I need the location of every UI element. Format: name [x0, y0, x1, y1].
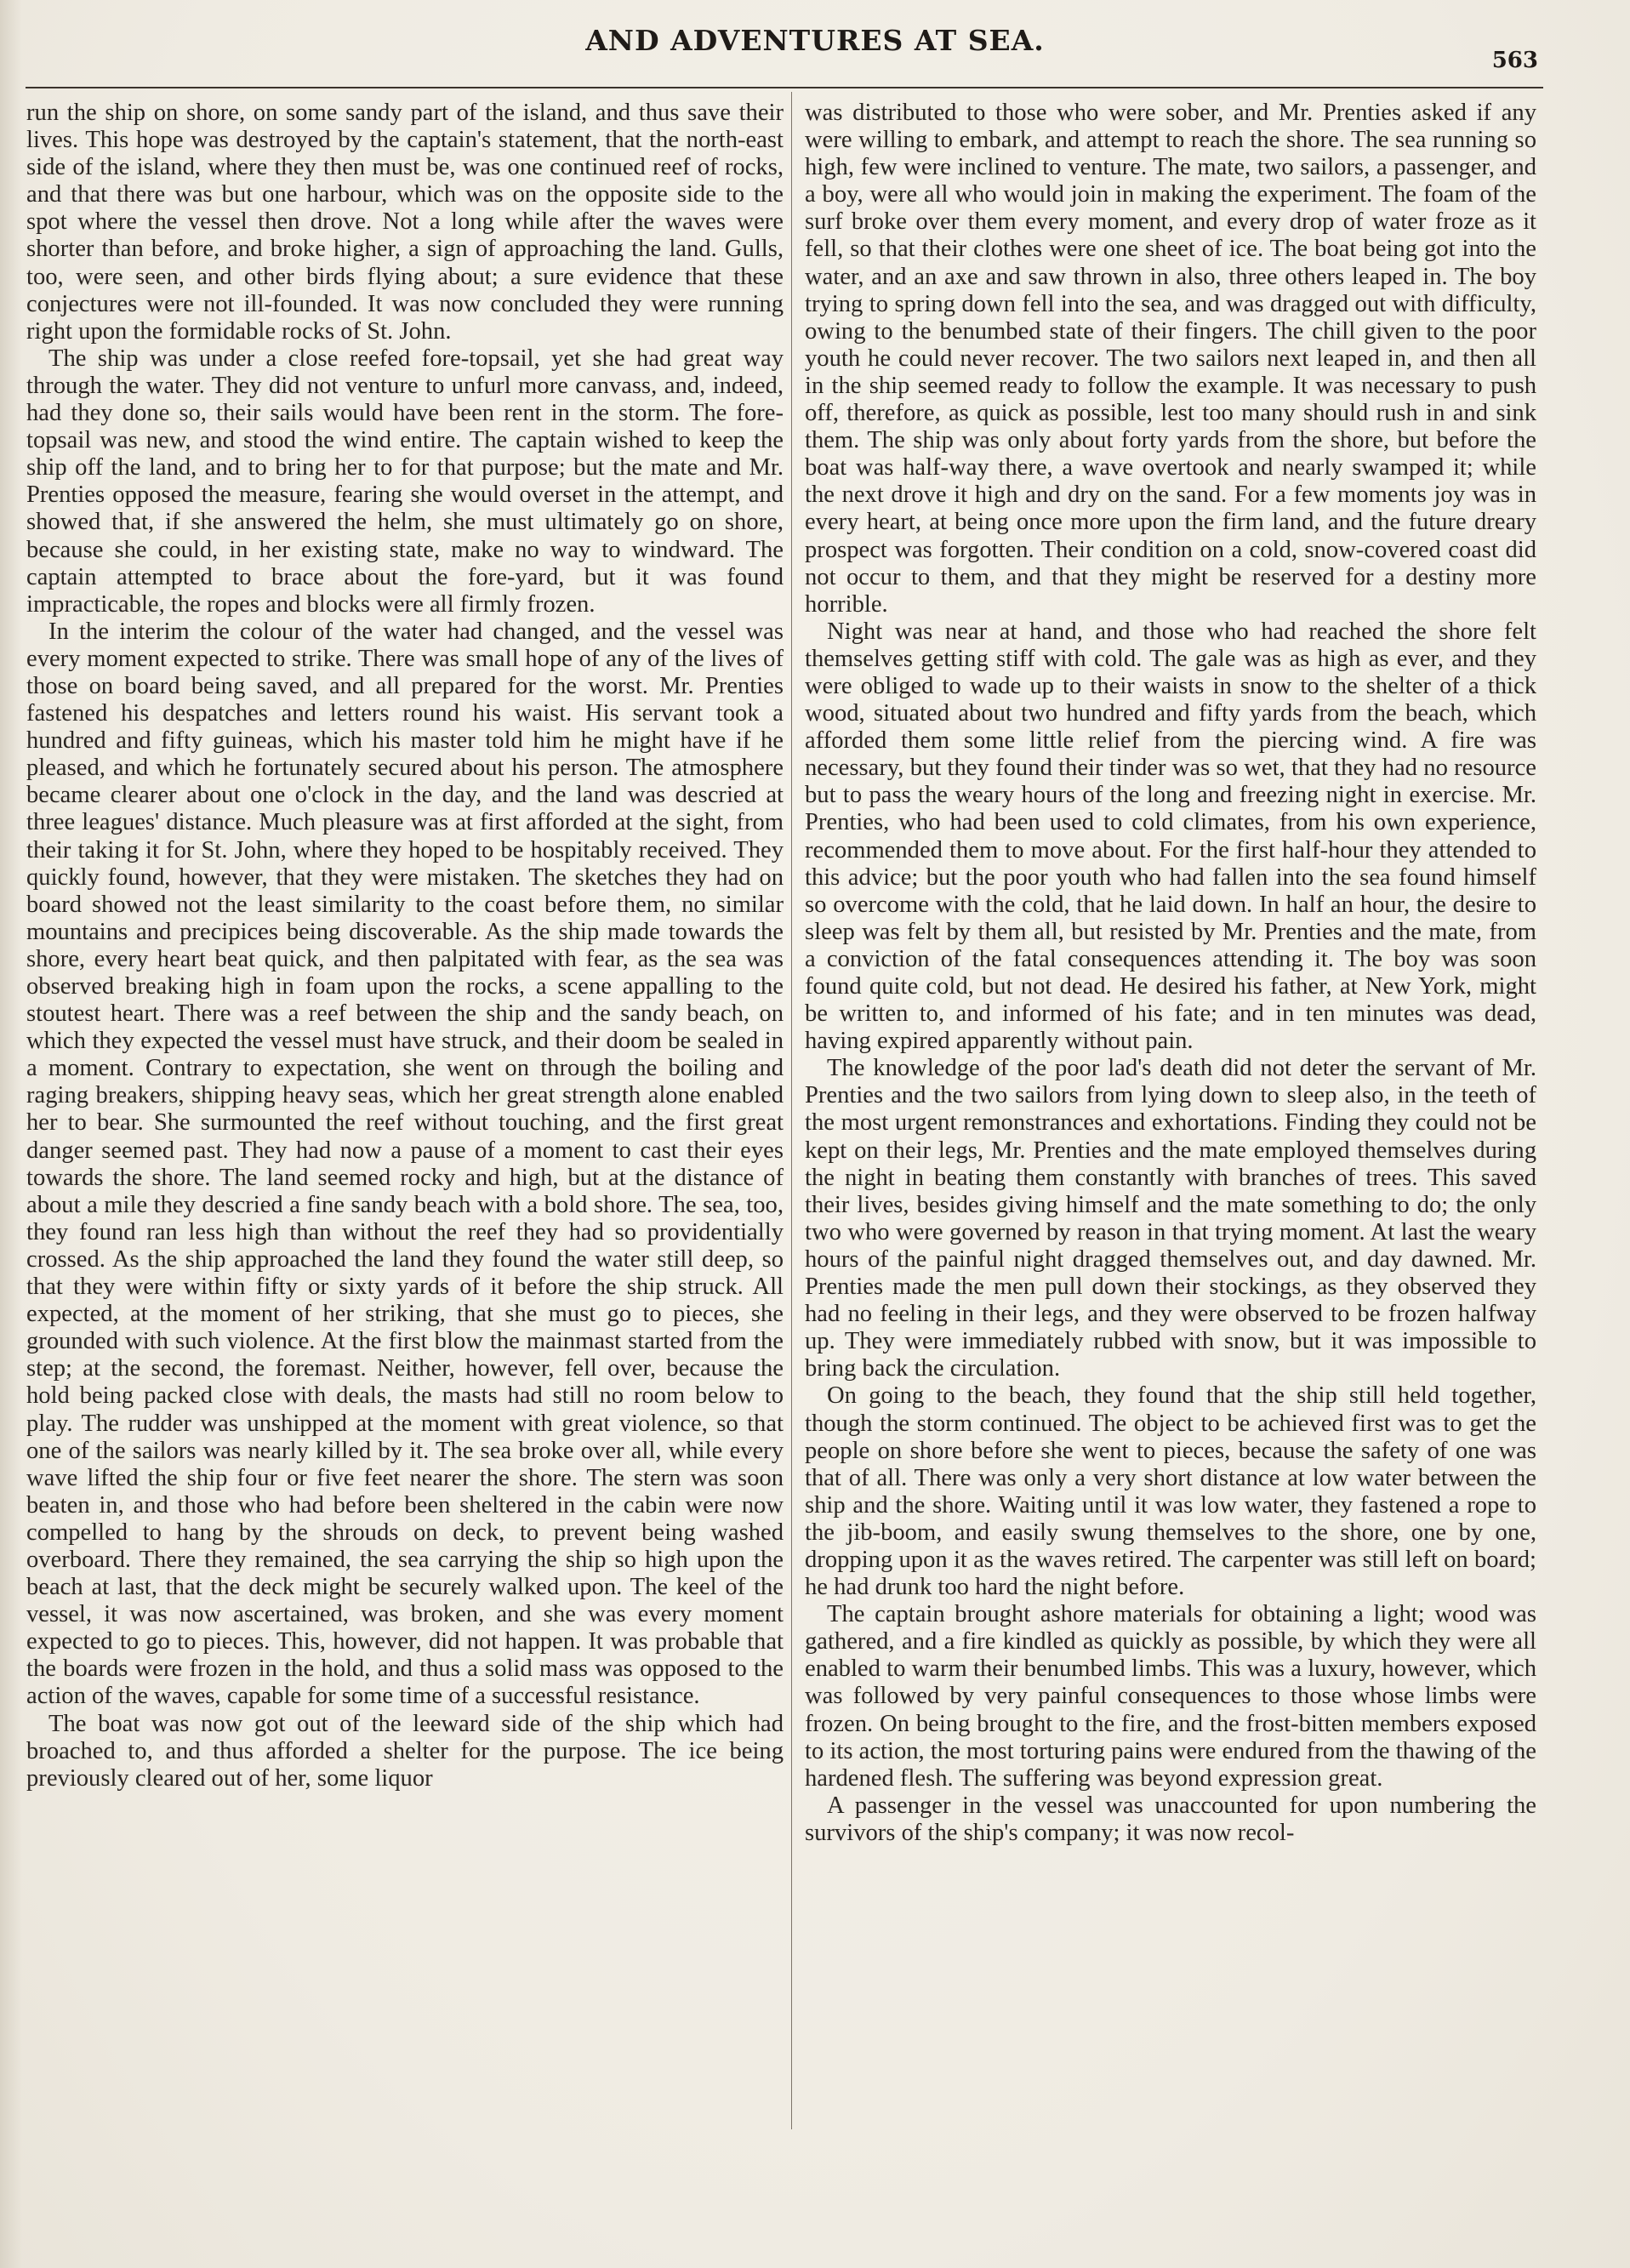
left-paragraph-3: In the interim the colour of the water had changed, and the vessel was every moment expected to strike. There was small hope of any of the lives of those on board being saved, and all prepared for the worst. Mr. Prenties fastened his despatches and letters round his waist. His servant took a hundred and fifty guineas, which his master told him he might have if he pleased, and which he fortunately secured about his person. The atmosphere became clearer about one o'clock in the day, and the land was descried at three leagues' distance. Much pleasure was at first afforded at the sight, from their taking it for St. John, where they hoped to be hospitably received. They quickly found, however, that they were mistaken. The sketches they had on board showed not the least similarity to the coast before them, no similar mountains and precipices being discoverable. As the ship made towards the shore, every heart beat quick, and then palpitated with fear, as the sea was observed breaking high in foam upon the rocks, a scene appalling to the stoutest heart. There was a reef between the ship and the sandy beach, on which they expected the vessel must have struck, and their doom be sealed in a moment. Contrary to expectation, she went on through the boiling and raging breakers, shipping heavy seas, which her great strength alone enabled her to bear. She surmounted the reef without touching, and the first great danger seemed past. They had now a pause of a moment to cast their eyes towards the shore. The land seemed rocky and high, but at the distance of about a mile they descried a fine sandy beach with a bold shore. The sea, too, they found ran less high than without the reef they had so providentially crossed. As the ship approached the land they found the water still deep, so that they were within fifty or sixty yards of it before the ship struck. All expected, at the moment of her striking, that she must go to pieces, she grounded with such violence. At the first blow the mainmast started from the step; at the second, the foremast. Neither, however, fell over, because the hold being packed close with deals, the masts had still no room below to play. The rudder was unshipped at the moment with great violence, so that one of the sailors was nearly killed by it. The sea broke over all, while every wave lifted the ship four or five feet nearer the shore. The stern was soon beaten in, and those who had before been sheltered in the cabin were now compelled to hang by the shrouds on deck, to prevent being washed overboard. There they remained, the sea carrying the ship so high upon the beach at last, that the deck might be securely walked upon. The keel of the vessel, it was now ascertained, was broken, and she was every moment expected to go to pieces. This, however, did not happen. It was probable that the boards were frozen in the hold, and thus a solid mass was opposed to the action of the waves, capable for some time of a successful resistance.: [26, 618, 784, 1710]
right-paragraph-2: Night was near at hand, and those who had reached the shore felt themselves getting stiff with cold. The gale was as high as ever, and they were obliged to wade up to their waists in snow to the shelter of a thick wood, situated about two hundred and fifty yards from the beach, which afforded them some little relief from the piercing wind. A fire was necessary, but they found their tinder was so wet, that they had no resource but to pass the weary hours of the long and freezing night in exercise. Mr. Prenties, who had been used to cold climates, from his own experience, recommended them to move about. For the first half-hour they attended to this advice; but the poor youth who had fallen into the sea found himself so overcome with the cold, that he laid down. In half an hour, the desire to sleep was felt by them all, but resisted by Mr. Prenties and the mate, from a conviction of the fatal consequences attending it. The boy was soon found quite cold, but not dead. He desired his father, at New York, might be written to, and informed of his fate; and in ten minutes was dead, having expired apparently without pain.: [805, 618, 1536, 1055]
right-paragraph-5: The captain brought ashore materials for obtaining a light; wood was gathered, and a fire kindled as quickly as possible, by which they were all enabled to warm their benumbed limbs. This was a luxury, however, which was followed by very painful consequences to those whose limbs were frozen. On being brought to the fire, and the frost-bitten members exposed to its action, the most torturing pains were endured from the thawing of the hardened flesh. The suffering was beyond expression great.: [805, 1601, 1536, 1792]
left-paragraph-2: The ship was under a close reefed fore-topsail, yet she had great way through the water. They did not venture to unfurl more canvass, and, indeed, had they done so, their sails would have been rent in the storm. The fore-topsail was new, and stood the wind entire. The captain wished to keep the ship off the land, and to bring her to for that purpose; but the mate and Mr. Prenties opposed the measure, fearing she would overset in the attempt, and showed that, if she answered the helm, she must ultimately go on shore, because she could, in her existing state, make no way to windward. The captain attempted to brace about the fore-yard, but it was found impracticable, the ropes and blocks were all firmly frozen.: [26, 345, 784, 618]
page-number: 563: [1491, 48, 1538, 73]
right-paragraph-1: was distributed to those who were sober, and Mr. Prenties asked if any were willing to embark, and attempt to reach the shore. The sea running so high, few were inclined to venture. The mate, two sailors, a passenger, and a boy, were all who would join in making the experiment. The foam of the surf broke over them every moment, and every drop of water froze as it fell, so that their clothes were one sheet of ice. The boat being got into the water, and an axe and saw thrown in also, three others leaped in. The boy trying to spring down fell into the sea, and was dragged out with difficulty, owing to the benumbed state of their fingers. The chill given to the poor youth he could never recover. The two sailors next leaped in, and then all in the ship seemed ready to follow the example. It was necessary to push off, therefore, as quick as possible, lest too many should rush in and sink them. The ship was only about forty yards from the shore, but before the boat was half-way there, a wave overtook and nearly swamped it; while the next drove it high and dry on the sand. For a few moments joy was in every heart, at being once more upon the firm land, and the future dreary prospect was forgotten. Their condition on a cold, snow-covered coast did not occur to them, and that they might be reserved for a destiny more horrible.: [805, 100, 1536, 618]
header-rule: [26, 87, 1543, 88]
right-paragraph-4: On going to the beach, they found that the ship still held together, though the storm continued. The object to be achieved first was to get the people on shore before she went to pieces, because the safety of one was that of all. There was only a very short distance at low water between the ship and the shore. Waiting until it was low water, they fastened a rope to the jib-boom, and easily swung themselves to the shore, one by one, dropping upon it as the waves retired. The carpenter was still left on board; he had drunk too hard the night before.: [805, 1382, 1536, 1601]
right-paragraph-3: The knowledge of the poor lad's death did not deter the servant of Mr. Prenties and the two sailors from lying down to sleep also, in the teeth of the most urgent remonstrances and exhortations. Finding they could not be kept on their legs, Mr. Prenties and the mate employed themselves during the night in beating them constantly with branches of trees. This saved their lives, besides giving himself and the mate something to do; the only two who were governed by reason in that trying moment. At last the weary hours of the painful night dragged themselves out, and day dawned. Mr. Prenties made the men pull down their stockings, as they observed they had no feeling in their legs, and they were observed to be frozen halfway up. They were immediately rubbed with snow, but it was impossible to bring back the circulation.: [805, 1055, 1536, 1382]
left-paragraph-4: The boat was now got out of the leeward side of the ship which had broached to, and thus afforded a shelter for the purpose. The ice being previously cleared out of her, some liquor: [26, 1710, 784, 1792]
right-paragraph-6: A passenger in the vessel was unaccounted for upon numbering the survivors of the ship's company; it was now recol-: [805, 1792, 1536, 1846]
column-divider: [791, 92, 792, 2129]
left-column: [26, 100, 784, 2099]
right-column: [805, 100, 1536, 2099]
binding-shadow: [0, 0, 22, 2268]
left-paragraph-1: run the ship on shore, on some sandy part of the island, and thus save their lives. This hope was destroyed by the captain's statement, that the north-east side of the island, where they then must be, was one continued reef of rocks, and that there was but one harbour, which was on the opposite side to the spot where the vessel then drove. Not a long while after the waves were shorter than before, and broke higher, a sign of approaching the land. Gulls, too, were seen, and other birds flying about; a sure evidence that these conjectures were not ill-founded. It was now concluded they were running right upon the formidable rocks of St. John.: [26, 100, 784, 345]
running-title: AND ADVENTURES AT SEA.: [585, 24, 1045, 57]
